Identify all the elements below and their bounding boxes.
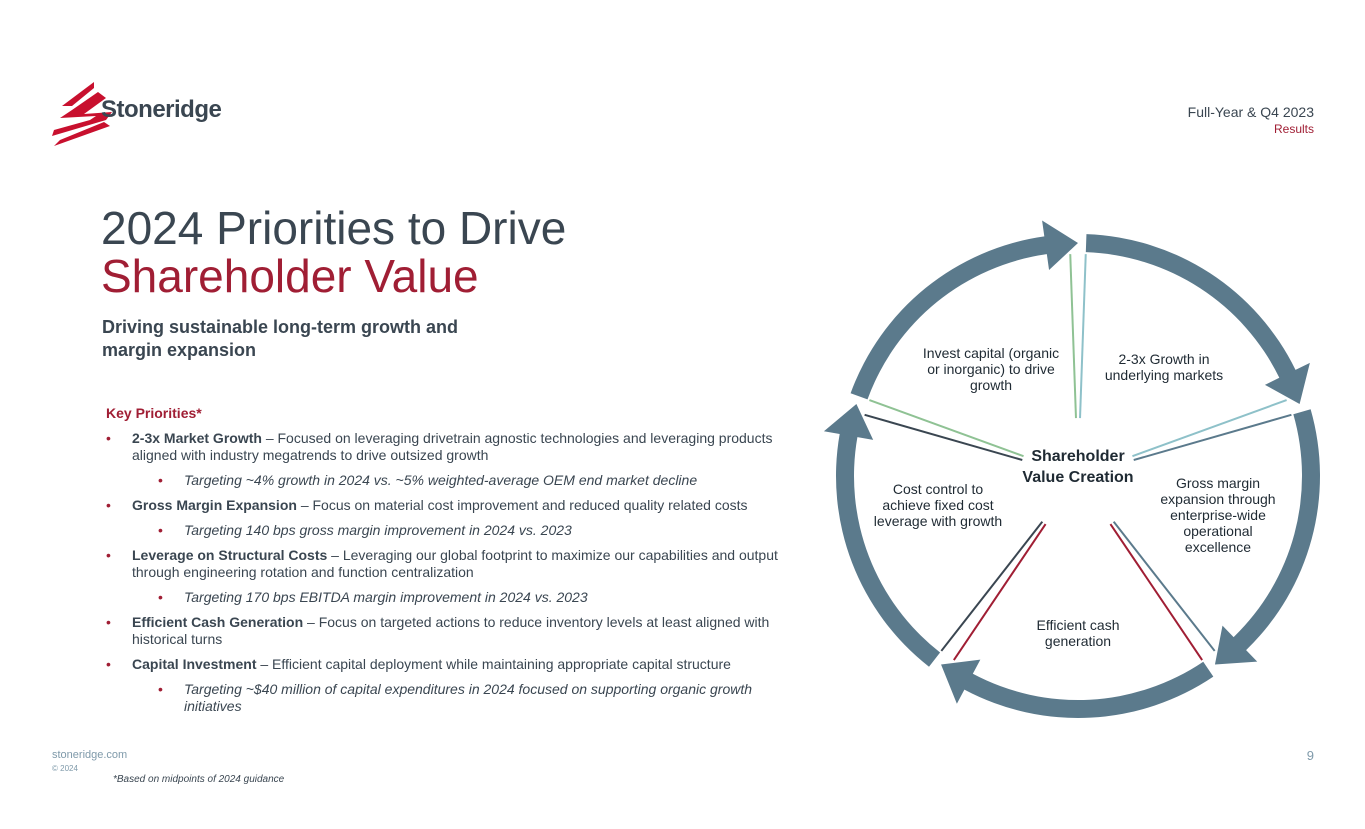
priority-description: – Focus on targeted actions to reduce inventory levels at least aligned with historical turns	[132, 614, 770, 647]
cycle-segment-gross-margin: Gross margin expansion through enterprise-wide operational excellence	[1160, 475, 1276, 555]
priority-name: Leverage on Structural Costs	[132, 547, 328, 563]
priority-description: – Leveraging our global footprint to maximize our capabilities and output through engineering rotation and function centralization	[132, 547, 778, 580]
cycle-segment-cost-control: Cost control to achieve fixed cost leverage with growth	[873, 481, 1003, 529]
page-number: 9	[1306, 748, 1314, 763]
cycle-arrow-4	[824, 404, 940, 667]
priority-target: • Targeting ~$40 million of capital expenditures in 2024 focused on supporting organic growth initiatives	[106, 681, 796, 715]
priority-name: Efficient Cash Generation	[132, 614, 304, 630]
footnote: *Based on midpoints of 2024 guidance	[113, 774, 285, 785]
cycle-divider-1	[1070, 254, 1076, 436]
cycle-arrow-3	[941, 660, 1213, 718]
priority-description: – Focus on material cost improvement and reduced quality related costs	[296, 497, 748, 513]
footer-website-link[interactable]: stoneridge.com	[52, 749, 128, 761]
cycle-divider-secondary-2	[1116, 415, 1291, 465]
cycle-center-label: Shareholder Value Creation	[1022, 448, 1134, 486]
cycle-divider-secondary-1	[1079, 254, 1085, 436]
priority-description: – Focused on leveraging drivetrain agnostic technologies and leveraging products aligned with industry megatrends to drive outsized growth	[132, 430, 773, 463]
priority-name: 2-3x Market Growth	[132, 430, 262, 446]
priority-target: • Targeting 140 bps gross margin improvement in 2024 vs. 2023	[106, 522, 796, 539]
priority-target: • Targeting ~4% growth in 2024 vs. ~5% weighted-average OEM end market decline	[106, 472, 796, 489]
priority-name: Gross Margin Expansion	[132, 497, 297, 513]
cycle-segment-growth: 2-3x Growth in underlying markets	[1104, 351, 1224, 383]
page-subtitle: Driving sustainable long-term growth and margin expansion	[102, 317, 459, 360]
report-type: Results	[1273, 122, 1314, 136]
report-period: Full-Year & Q4 2023	[1187, 104, 1314, 120]
key-priorities-heading: Key Priorities*	[106, 405, 202, 421]
cycle-divider-2	[1116, 400, 1287, 462]
title-line-1: 2024 Priorities to Drive	[101, 202, 567, 254]
priority-name: Capital Investment	[132, 656, 257, 672]
cycle-divider-5	[865, 415, 1040, 465]
title-line-2: Shareholder Value	[101, 250, 479, 302]
cycle-segment-cash-generation: Efficient cash generation	[1036, 617, 1120, 649]
brand-name: Stoneridge	[101, 96, 222, 123]
footer-copyright: © 2024	[52, 764, 78, 773]
cycle-segment-invest-capital: Invest capital (organic or inorganic) to drive growth	[922, 345, 1060, 393]
priority-target: • Targeting 170 bps EBITDA margin improvement in 2024 vs. 2023	[106, 589, 796, 606]
cycle-divider-secondary-5	[869, 400, 1040, 462]
priority-description: – Efficient capital deployment while maintaining appropriate capital structure	[256, 656, 731, 672]
